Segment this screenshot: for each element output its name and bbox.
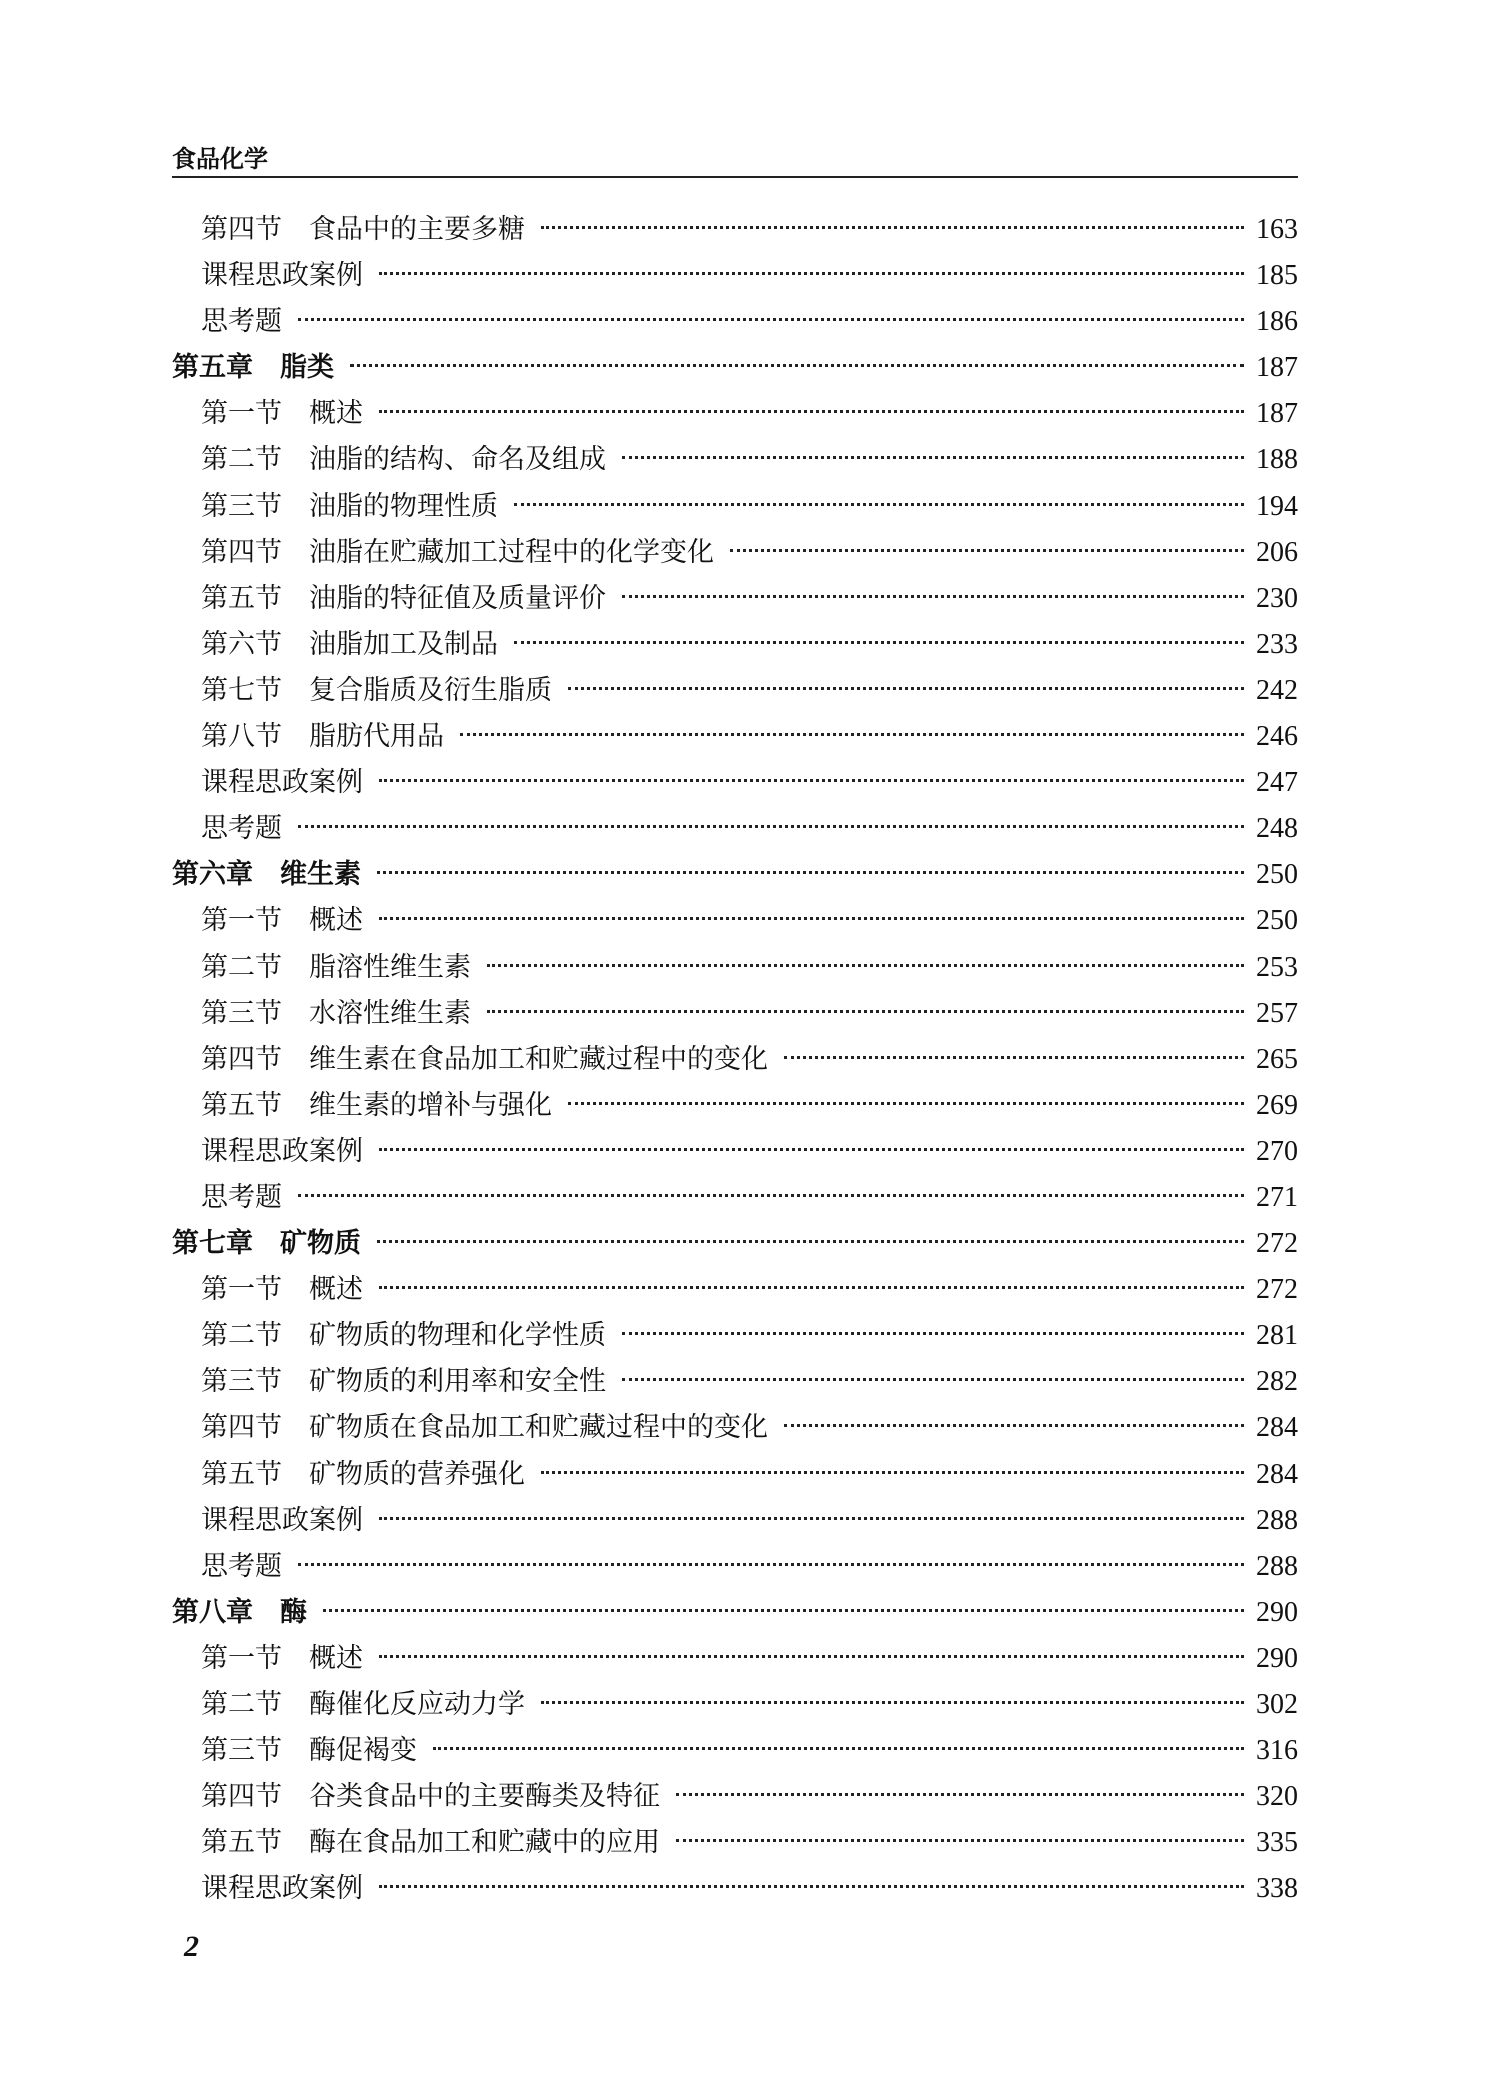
toc-entry-page: 284: [1256, 1458, 1298, 1490]
toc-entry-page: 290: [1256, 1642, 1298, 1674]
dot-leader: [622, 595, 1244, 598]
dot-leader: [676, 1839, 1244, 1842]
toc-section-entry: [172, 1135, 1298, 1181]
toc-entry-label: 第六章 维生素: [172, 859, 361, 891]
toc-entry-page: 272: [1256, 1228, 1298, 1260]
toc-entry-page: 269: [1256, 1089, 1298, 1121]
toc-entry-page: 242: [1256, 674, 1298, 706]
toc-section-entry: [172, 1181, 1298, 1227]
toc-entry-label: 课程思政案例: [201, 767, 363, 799]
dot-leader: [514, 641, 1244, 644]
page-number: 2: [184, 1930, 199, 1963]
toc-entry-label: 第五节 维生素的增补与强化: [201, 1089, 552, 1121]
toc-entry-label: 第四节 矿物质在食品加工和贮藏过程中的变化: [201, 1412, 768, 1444]
toc-section-entry: [172, 1642, 1298, 1688]
toc-entry-page: 270: [1256, 1135, 1298, 1167]
toc-entry-label: 第三节 矿物质的利用率和安全性: [201, 1366, 606, 1398]
toc-entry-label: 思考题: [201, 1181, 282, 1213]
toc-entry-page: 250: [1256, 905, 1298, 937]
toc-chapter-entry: [172, 351, 1298, 397]
dot-leader: [568, 687, 1244, 690]
toc-entry-label: 第一节 概述: [201, 1642, 363, 1674]
book-title: 食品化学: [172, 145, 268, 173]
toc-entry-label: 第五节 油脂的特征值及质量评价: [201, 582, 606, 614]
toc-entry-page: 194: [1256, 490, 1298, 522]
toc-entry-page: 265: [1256, 1043, 1298, 1075]
toc-entry-label: 课程思政案例: [201, 1873, 363, 1905]
dot-leader: [379, 779, 1244, 782]
toc-section-entry: [172, 213, 1298, 259]
toc-entry-label: 第一节 概述: [201, 905, 363, 937]
toc-section-entry: [172, 305, 1298, 351]
dot-leader: [298, 318, 1244, 321]
toc-entry-label: 第四节 维生素在食品加工和贮藏过程中的变化: [201, 1043, 768, 1075]
toc-entry-page: 206: [1256, 536, 1298, 568]
toc-entry-page: 188: [1256, 444, 1298, 476]
dot-leader: [460, 733, 1244, 736]
table-of-contents: [172, 213, 1298, 1918]
toc-entry-label: 思考题: [201, 306, 282, 338]
dot-leader: [622, 1378, 1244, 1381]
toc-entry-page: 288: [1256, 1550, 1298, 1582]
toc-section-entry: [172, 536, 1298, 582]
toc-entry-page: 316: [1256, 1735, 1298, 1767]
dot-leader: [379, 410, 1244, 413]
toc-entry-page: 187: [1256, 398, 1298, 430]
toc-entry-page: 302: [1256, 1689, 1298, 1720]
toc-entry-page: 335: [1256, 1827, 1298, 1859]
dot-leader: [379, 1655, 1244, 1658]
toc-entry-label: 第三节 水溶性维生素: [201, 997, 471, 1029]
toc-entry-page: 230: [1256, 582, 1298, 614]
toc-entry-label: 第六节 油脂加工及制品: [201, 628, 498, 660]
toc-section-entry: [172, 259, 1298, 305]
toc-entry-label: 思考题: [201, 813, 282, 845]
dot-leader: [379, 1148, 1244, 1151]
dot-leader: [298, 1194, 1244, 1197]
toc-entry-label: 思考题: [201, 1550, 282, 1582]
toc-entry-page: 290: [1256, 1596, 1298, 1628]
dot-leader: [379, 1885, 1244, 1888]
dot-leader: [487, 964, 1244, 967]
toc-entry-label: 第一节 概述: [201, 1274, 363, 1306]
toc-entry-page: 338: [1256, 1873, 1298, 1905]
toc-section-entry: [172, 1411, 1298, 1457]
dot-leader: [622, 1332, 1244, 1335]
toc-section-entry: [172, 1043, 1298, 1089]
dot-leader: [323, 1609, 1244, 1612]
toc-section-entry: [172, 582, 1298, 628]
toc-entry-page: 163: [1256, 214, 1298, 245]
toc-entry-page: 233: [1256, 628, 1298, 660]
toc-chapter-entry: [172, 1227, 1298, 1273]
dot-leader: [377, 1240, 1244, 1243]
toc-entry-page: 248: [1256, 813, 1298, 845]
toc-entry-label: 第八节 脂肪代用品: [201, 721, 444, 753]
toc-entry-label: 第五章 脂类: [172, 352, 334, 384]
toc-entry-page: 246: [1256, 721, 1298, 753]
toc-entry-label: 第五节 酶在食品加工和贮藏中的应用: [201, 1827, 660, 1859]
dot-leader: [514, 503, 1244, 506]
toc-section-entry: [172, 1688, 1298, 1734]
toc-entry-label: 第一节 概述: [201, 398, 363, 430]
dot-leader: [487, 1010, 1244, 1013]
dot-leader: [379, 272, 1244, 275]
toc-entry-label: 第三节 酶促褐变: [201, 1735, 417, 1767]
toc-entry-label: 课程思政案例: [201, 1135, 363, 1167]
dot-leader: [433, 1747, 1244, 1750]
toc-entry-page: 320: [1256, 1781, 1298, 1813]
toc-chapter-entry: [172, 1596, 1298, 1642]
toc-entry-label: 第二节 油脂的结构、命名及组成: [201, 444, 606, 476]
toc-section-entry: [172, 1734, 1298, 1780]
toc-section-entry: [172, 1826, 1298, 1872]
toc-section-entry: [172, 443, 1298, 489]
dot-leader: [568, 1102, 1244, 1105]
toc-entry-label: 课程思政案例: [201, 1504, 363, 1536]
toc-entry-page: 186: [1256, 306, 1298, 338]
dot-leader: [784, 1056, 1244, 1059]
dot-leader: [541, 1701, 1244, 1704]
dot-leader: [298, 825, 1244, 828]
dot-leader: [784, 1424, 1244, 1427]
toc-entry-label: 第二节 脂溶性维生素: [201, 951, 471, 983]
dot-leader: [377, 871, 1244, 874]
toc-section-entry: [172, 1550, 1298, 1596]
toc-entry-page: 281: [1256, 1320, 1298, 1352]
toc-entry-page: 271: [1256, 1181, 1298, 1213]
toc-entry-page: 253: [1256, 951, 1298, 983]
toc-entry-label: 第八章 酶: [172, 1596, 307, 1628]
toc-entry-label: 第三节 油脂的物理性质: [201, 490, 498, 522]
toc-section-entry: [172, 951, 1298, 997]
toc-section-entry: [172, 997, 1298, 1043]
toc-section-entry: [172, 490, 1298, 536]
toc-section-entry: [172, 904, 1298, 950]
toc-section-entry: [172, 1872, 1298, 1918]
toc-entry-label: 第七节 复合脂质及衍生脂质: [201, 674, 552, 706]
toc-entry-page: 185: [1256, 260, 1298, 292]
toc-entry-page: 257: [1256, 997, 1298, 1029]
toc-entry-label: 第四节 谷类食品中的主要酶类及特征: [201, 1781, 660, 1813]
toc-section-entry: [172, 1273, 1298, 1319]
toc-entry-page: 247: [1256, 767, 1298, 799]
dot-leader: [379, 1286, 1244, 1289]
toc-entry-page: 284: [1256, 1412, 1298, 1444]
toc-entry-page: 272: [1256, 1274, 1298, 1306]
toc-section-entry: [172, 397, 1298, 443]
toc-entry-label: 第四节 油脂在贮藏加工过程中的化学变化: [201, 536, 714, 568]
toc-entry-label: 第四节 食品中的主要多糖: [201, 214, 525, 245]
toc-section-entry: [172, 1458, 1298, 1504]
toc-section-entry: [172, 628, 1298, 674]
toc-entry-page: 288: [1256, 1504, 1298, 1536]
toc-section-entry: [172, 766, 1298, 812]
toc-section-entry: [172, 674, 1298, 720]
toc-entry-page: 250: [1256, 859, 1298, 891]
dot-leader: [676, 1793, 1244, 1796]
dot-leader: [379, 917, 1244, 920]
dot-leader: [298, 1563, 1244, 1566]
toc-entry-label: 课程思政案例: [201, 260, 363, 292]
toc-entry-label: 第五节 矿物质的营养强化: [201, 1458, 525, 1490]
dot-leader: [541, 226, 1244, 229]
toc-entry-label: 第七章 矿物质: [172, 1228, 361, 1260]
toc-entry-label: 第二节 矿物质的物理和化学性质: [201, 1320, 606, 1352]
toc-chapter-entry: [172, 858, 1298, 904]
toc-entry-page: 282: [1256, 1366, 1298, 1398]
dot-leader: [541, 1471, 1244, 1474]
toc-section-entry: [172, 1365, 1298, 1411]
toc-section-entry: [172, 1089, 1298, 1135]
toc-entry-label: 第二节 酶催化反应动力学: [201, 1689, 525, 1720]
running-header: [172, 146, 1298, 178]
dot-leader: [350, 364, 1244, 367]
dot-leader: [379, 1517, 1244, 1520]
toc-entry-page: 187: [1256, 352, 1298, 384]
dot-leader: [622, 456, 1244, 459]
toc-section-entry: [172, 812, 1298, 858]
toc-section-entry: [172, 1319, 1298, 1365]
toc-section-entry: [172, 1780, 1298, 1826]
toc-section-entry: [172, 720, 1298, 766]
toc-section-entry: [172, 1504, 1298, 1550]
dot-leader: [730, 549, 1244, 552]
